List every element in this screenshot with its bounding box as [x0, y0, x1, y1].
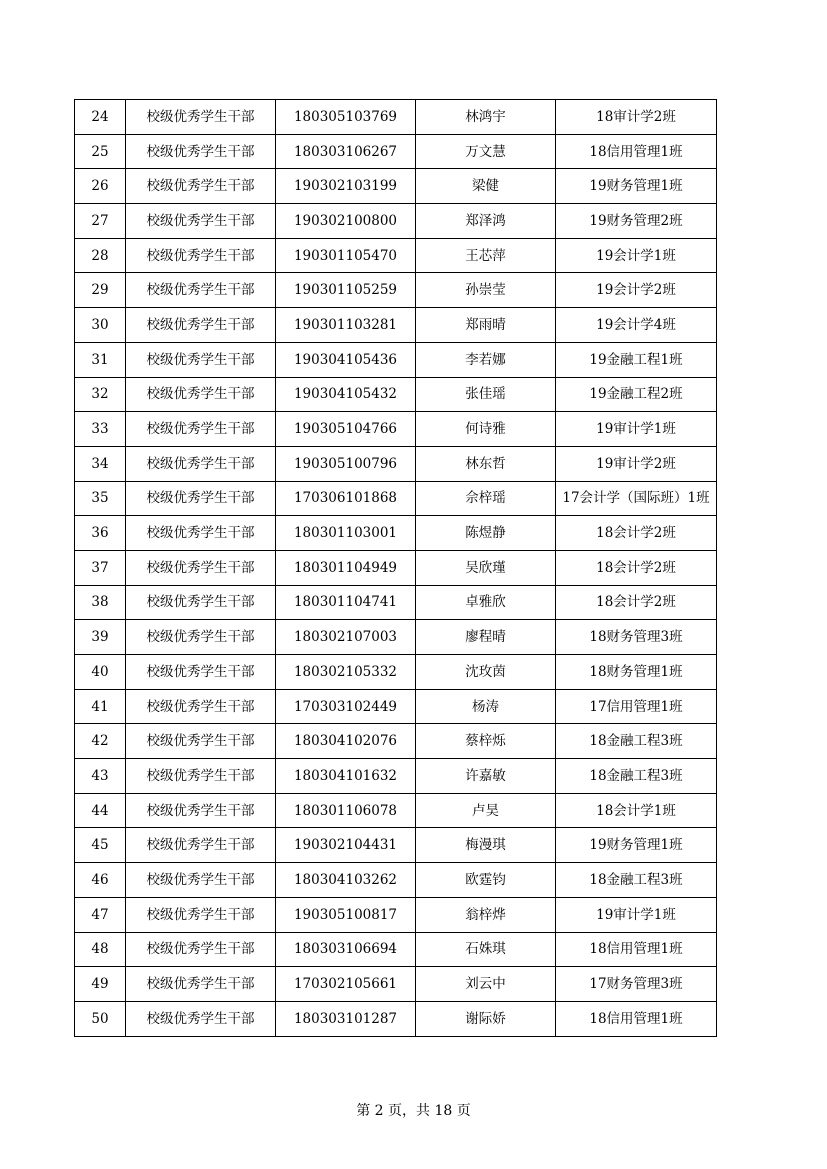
award-title-cell: 校级优秀学生干部	[126, 377, 276, 412]
student-name-cell: 蔡梓烁	[416, 724, 556, 759]
table-row	[75, 967, 717, 1002]
row-number-cell: 25	[75, 134, 126, 169]
table-row	[75, 724, 717, 759]
row-number-cell: 36	[75, 516, 126, 551]
class-name-cell: 19会计学4班	[556, 308, 717, 343]
award-title-cell: 校级优秀学生干部	[126, 550, 276, 585]
award-title-cell: 校级优秀学生干部	[126, 169, 276, 204]
student-id-cell: 180301103001	[276, 516, 416, 551]
row-number-cell: 30	[75, 308, 126, 343]
row-number-cell: 29	[75, 273, 126, 308]
student-name-cell: 李若娜	[416, 342, 556, 377]
class-name-cell: 18会计学2班	[556, 516, 717, 551]
student-id-cell: 180302107003	[276, 620, 416, 655]
table-row	[75, 828, 717, 863]
table-row	[75, 308, 717, 343]
student-name-cell: 卓雅欣	[416, 585, 556, 620]
class-name-cell: 18信用管理1班	[556, 1001, 717, 1036]
row-number-cell: 35	[75, 481, 126, 516]
table-row	[75, 412, 717, 447]
student-id-cell: 180304102076	[276, 724, 416, 759]
class-name-cell: 18会计学2班	[556, 550, 717, 585]
class-name-cell: 18财务管理3班	[556, 620, 717, 655]
award-title-cell: 校级优秀学生干部	[126, 967, 276, 1002]
award-title-cell: 校级优秀学生干部	[126, 863, 276, 898]
student-id-cell: 190302104431	[276, 828, 416, 863]
award-title-cell: 校级优秀学生干部	[126, 828, 276, 863]
award-title-cell: 校级优秀学生干部	[126, 585, 276, 620]
student-id-cell: 190304105432	[276, 377, 416, 412]
student-id-cell: 190305100817	[276, 897, 416, 932]
student-name-cell: 杨涛	[416, 689, 556, 724]
award-title-cell: 校级优秀学生干部	[126, 620, 276, 655]
student-name-cell: 林东哲	[416, 446, 556, 481]
student-id-cell: 190305104766	[276, 412, 416, 447]
row-number-cell: 45	[75, 828, 126, 863]
student-name-cell: 欧霆钧	[416, 863, 556, 898]
award-title-cell: 校级优秀学生干部	[126, 897, 276, 932]
class-name-cell: 19财务管理1班	[556, 169, 717, 204]
award-title-cell: 校级优秀学生干部	[126, 412, 276, 447]
row-number-cell: 34	[75, 446, 126, 481]
class-name-cell: 19金融工程2班	[556, 377, 717, 412]
row-number-cell: 41	[75, 689, 126, 724]
class-name-cell: 18会计学2班	[556, 585, 717, 620]
row-number-cell: 47	[75, 897, 126, 932]
student-id-cell: 180302105332	[276, 655, 416, 690]
award-list-table	[74, 99, 717, 1037]
table-row	[75, 1001, 717, 1036]
student-id-cell: 190305100796	[276, 446, 416, 481]
class-name-cell: 19审计学1班	[556, 897, 717, 932]
award-title-cell: 校级优秀学生干部	[126, 273, 276, 308]
student-name-cell: 张佳瑶	[416, 377, 556, 412]
award-title-cell: 校级优秀学生干部	[126, 689, 276, 724]
student-id-cell: 180301104741	[276, 585, 416, 620]
table-row	[75, 516, 717, 551]
class-name-cell: 19审计学1班	[556, 412, 717, 447]
student-id-cell: 170306101868	[276, 481, 416, 516]
award-list-sheet	[74, 99, 717, 1037]
table-row	[75, 585, 717, 620]
student-id-cell: 170302105661	[276, 967, 416, 1002]
student-id-cell: 190301105259	[276, 273, 416, 308]
table-row	[75, 134, 717, 169]
row-number-cell: 48	[75, 932, 126, 967]
row-number-cell: 24	[75, 100, 126, 135]
award-title-cell: 校级优秀学生干部	[126, 481, 276, 516]
table-row	[75, 169, 717, 204]
class-name-cell: 19财务管理2班	[556, 204, 717, 239]
student-name-cell: 刘云中	[416, 967, 556, 1002]
student-id-cell: 190301103281	[276, 308, 416, 343]
award-title-cell: 校级优秀学生干部	[126, 724, 276, 759]
award-title-cell: 校级优秀学生干部	[126, 793, 276, 828]
table-row	[75, 481, 717, 516]
class-name-cell: 19财务管理1班	[556, 828, 717, 863]
student-name-cell: 谢际娇	[416, 1001, 556, 1036]
page-footer: 第 2 页，共 18 页	[356, 1103, 471, 1119]
row-number-cell: 39	[75, 620, 126, 655]
student-id-cell: 180303106267	[276, 134, 416, 169]
student-name-cell: 廖程晴	[416, 620, 556, 655]
award-title-cell: 校级优秀学生干部	[126, 100, 276, 135]
student-id-cell: 180301104949	[276, 550, 416, 585]
award-title-cell: 校级优秀学生干部	[126, 932, 276, 967]
award-list-body	[75, 100, 717, 1037]
award-title-cell: 校级优秀学生干部	[126, 204, 276, 239]
student-id-cell: 190304105436	[276, 342, 416, 377]
table-row	[75, 342, 717, 377]
table-row	[75, 238, 717, 273]
student-name-cell: 林鸿宇	[416, 100, 556, 135]
student-name-cell: 王芯萍	[416, 238, 556, 273]
table-row	[75, 273, 717, 308]
class-name-cell: 19会计学1班	[556, 238, 717, 273]
row-number-cell: 42	[75, 724, 126, 759]
student-id-cell: 190302103199	[276, 169, 416, 204]
student-id-cell: 180301106078	[276, 793, 416, 828]
student-name-cell: 何诗雅	[416, 412, 556, 447]
row-number-cell: 27	[75, 204, 126, 239]
student-id-cell: 190302100800	[276, 204, 416, 239]
student-id-cell: 180304101632	[276, 759, 416, 794]
student-id-cell: 170303102449	[276, 689, 416, 724]
table-row	[75, 863, 717, 898]
table-row	[75, 897, 717, 932]
award-title-cell: 校级优秀学生干部	[126, 134, 276, 169]
award-title-cell: 校级优秀学生干部	[126, 238, 276, 273]
row-number-cell: 38	[75, 585, 126, 620]
student-id-cell: 180304103262	[276, 863, 416, 898]
row-number-cell: 26	[75, 169, 126, 204]
row-number-cell: 44	[75, 793, 126, 828]
table-row	[75, 100, 717, 135]
award-title-cell: 校级优秀学生干部	[126, 759, 276, 794]
student-name-cell: 孙崇莹	[416, 273, 556, 308]
class-name-cell: 19会计学2班	[556, 273, 717, 308]
student-name-cell: 卢昊	[416, 793, 556, 828]
student-name-cell: 吴欣瑾	[416, 550, 556, 585]
row-number-cell: 31	[75, 342, 126, 377]
row-number-cell: 43	[75, 759, 126, 794]
student-name-cell: 郑雨晴	[416, 308, 556, 343]
award-title-cell: 校级优秀学生干部	[126, 342, 276, 377]
row-number-cell: 33	[75, 412, 126, 447]
table-row	[75, 204, 717, 239]
student-id-cell: 190301105470	[276, 238, 416, 273]
table-row	[75, 759, 717, 794]
class-name-cell: 18审计学2班	[556, 100, 717, 135]
student-id-cell: 180305103769	[276, 100, 416, 135]
class-name-cell: 18财务管理1班	[556, 655, 717, 690]
class-name-cell: 18金融工程3班	[556, 724, 717, 759]
award-title-cell: 校级优秀学生干部	[126, 308, 276, 343]
student-name-cell: 佘梓瑶	[416, 481, 556, 516]
class-name-cell: 18金融工程3班	[556, 863, 717, 898]
student-name-cell: 翁梓烨	[416, 897, 556, 932]
class-name-cell: 17财务管理3班	[556, 967, 717, 1002]
student-name-cell: 石姝琪	[416, 932, 556, 967]
class-name-cell: 18信用管理1班	[556, 134, 717, 169]
student-name-cell: 许嘉敏	[416, 759, 556, 794]
row-number-cell: 46	[75, 863, 126, 898]
table-row	[75, 932, 717, 967]
table-row	[75, 620, 717, 655]
award-title-cell: 校级优秀学生干部	[126, 655, 276, 690]
student-name-cell: 郑泽鸿	[416, 204, 556, 239]
table-row	[75, 550, 717, 585]
class-name-cell: 17信用管理1班	[556, 689, 717, 724]
table-row	[75, 689, 717, 724]
award-title-cell: 校级优秀学生干部	[126, 446, 276, 481]
table-row	[75, 793, 717, 828]
row-number-cell: 40	[75, 655, 126, 690]
row-number-cell: 37	[75, 550, 126, 585]
table-row	[75, 446, 717, 481]
class-name-cell: 19金融工程1班	[556, 342, 717, 377]
class-name-cell: 18信用管理1班	[556, 932, 717, 967]
student-name-cell: 沈玫茵	[416, 655, 556, 690]
row-number-cell: 28	[75, 238, 126, 273]
class-name-cell: 17会计学（国际班）1班	[556, 481, 717, 516]
award-title-cell: 校级优秀学生干部	[126, 1001, 276, 1036]
student-name-cell: 梅漫琪	[416, 828, 556, 863]
student-name-cell: 万文慧	[416, 134, 556, 169]
student-id-cell: 180303101287	[276, 1001, 416, 1036]
student-name-cell: 梁健	[416, 169, 556, 204]
row-number-cell: 49	[75, 967, 126, 1002]
row-number-cell: 32	[75, 377, 126, 412]
award-title-cell: 校级优秀学生干部	[126, 516, 276, 551]
table-row	[75, 377, 717, 412]
table-row	[75, 655, 717, 690]
class-name-cell: 19审计学2班	[556, 446, 717, 481]
student-id-cell: 180303106694	[276, 932, 416, 967]
row-number-cell: 50	[75, 1001, 126, 1036]
class-name-cell: 18会计学1班	[556, 793, 717, 828]
student-name-cell: 陈煜静	[416, 516, 556, 551]
class-name-cell: 18金融工程3班	[556, 759, 717, 794]
